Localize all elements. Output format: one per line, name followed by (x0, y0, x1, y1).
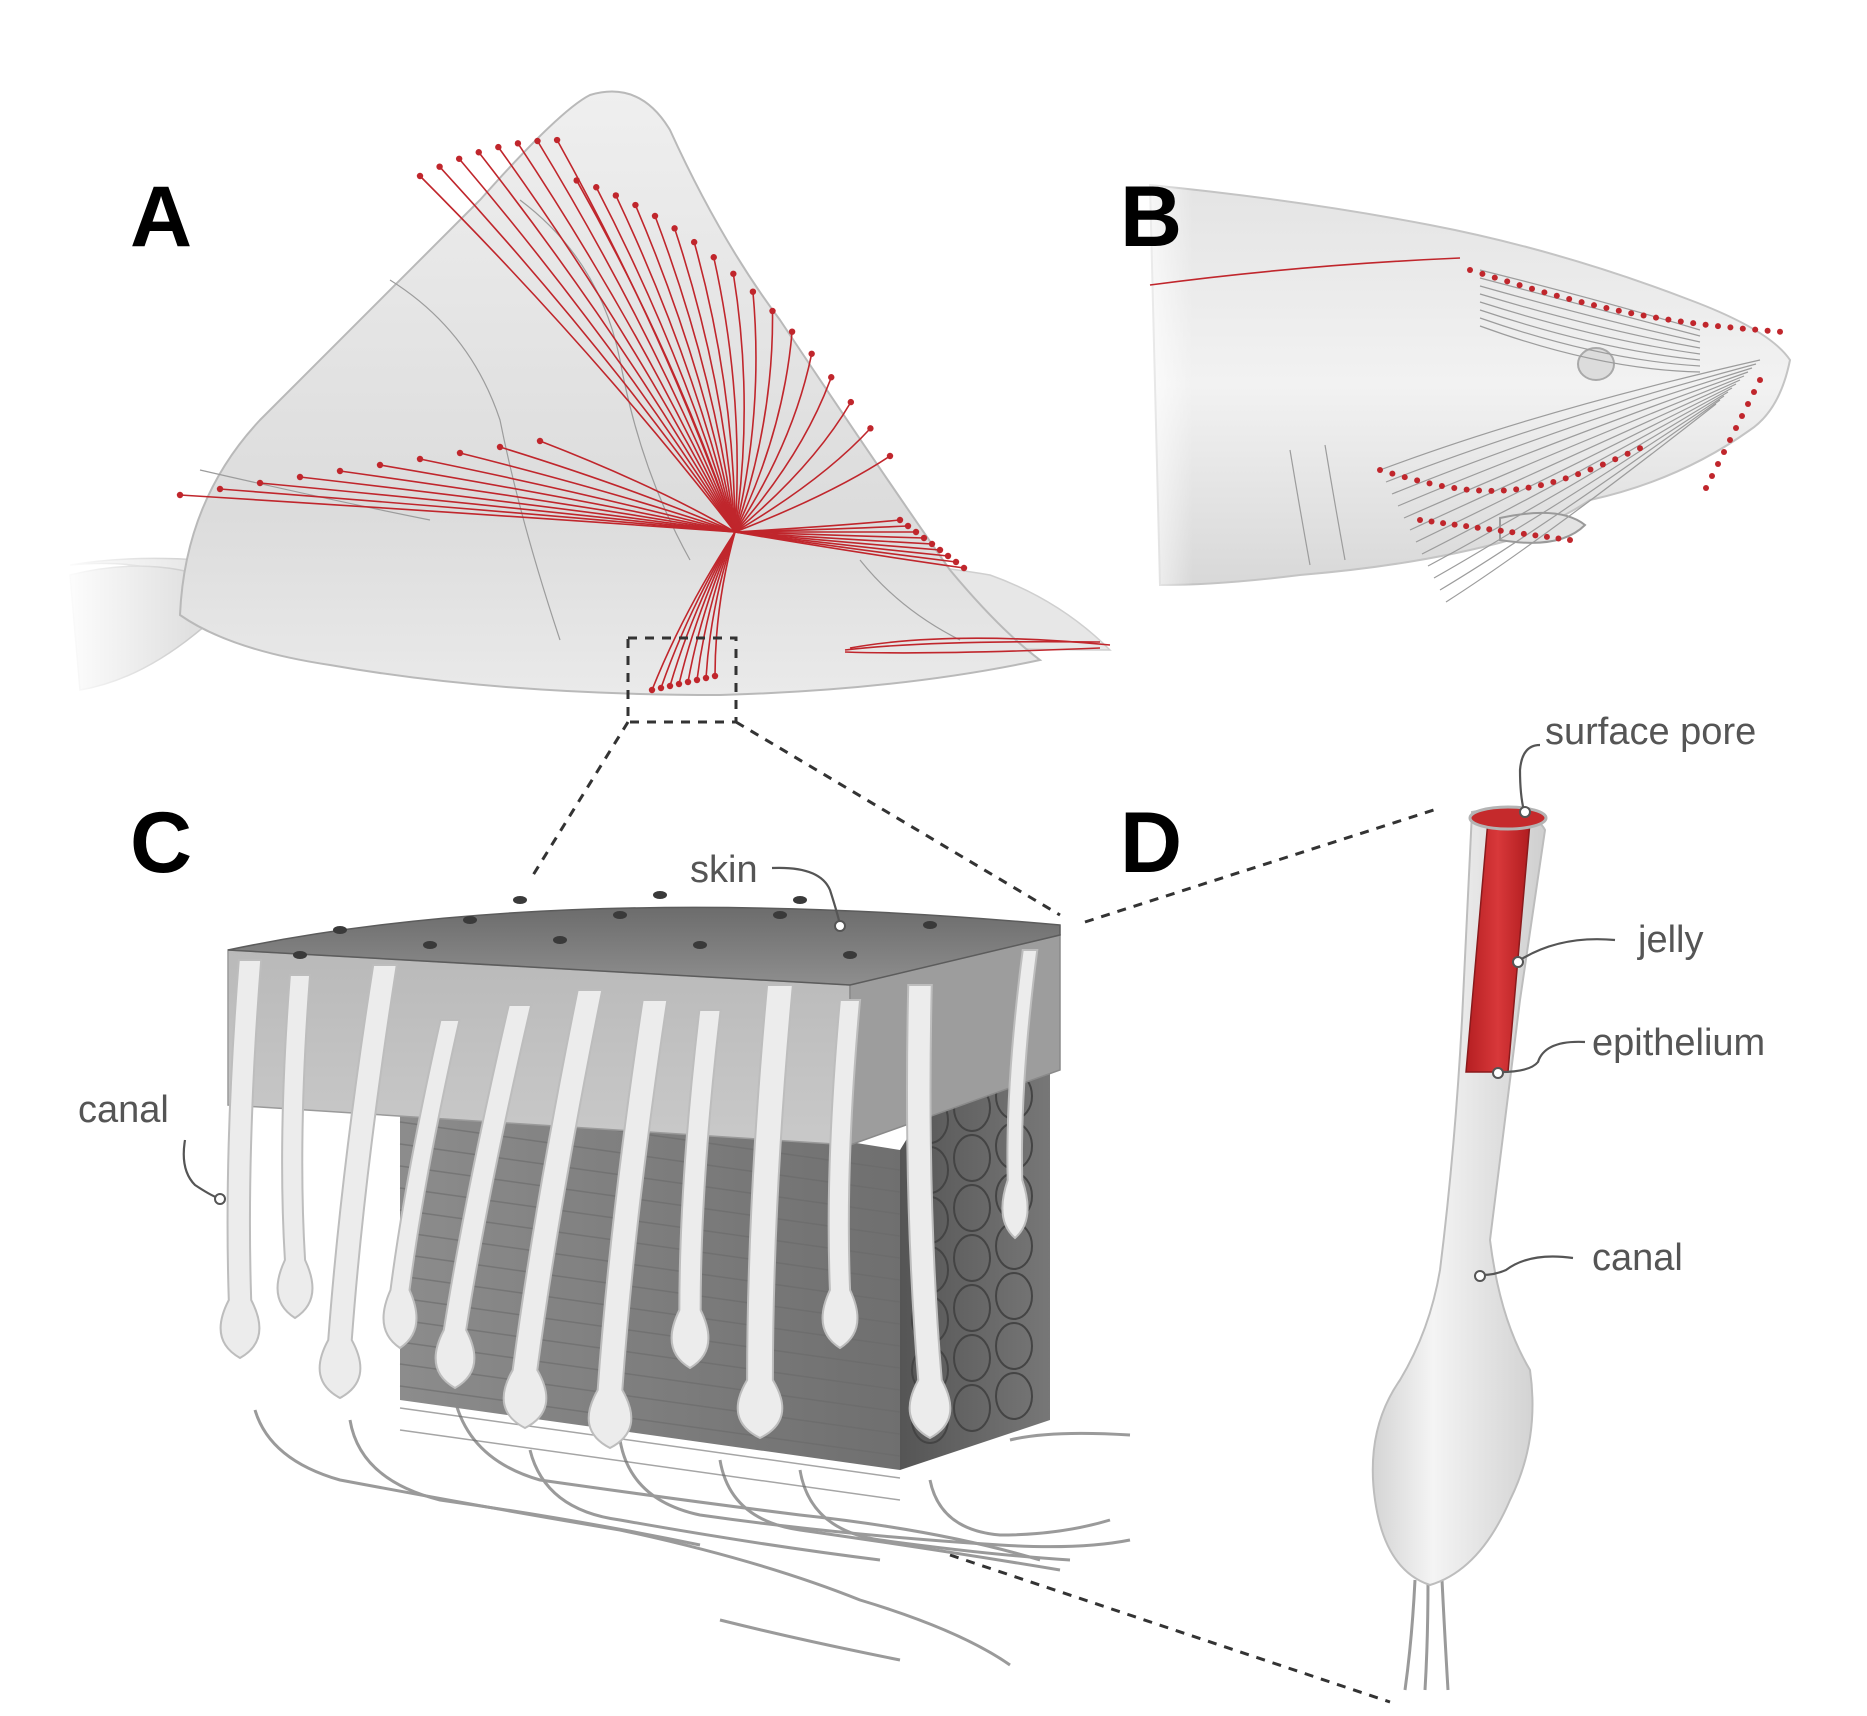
pore-dot (1678, 319, 1684, 325)
pore-dot (1587, 467, 1593, 473)
projection-line-4 (950, 1555, 1390, 1702)
pore-dot (417, 173, 423, 179)
panel-d (1120, 711, 1765, 1690)
pore-dot (217, 486, 223, 492)
pore-dot (691, 239, 697, 245)
pore-dot (1550, 479, 1556, 485)
pore-dot (1475, 525, 1481, 531)
pore-dot (1492, 275, 1498, 281)
pore-dot (1476, 488, 1482, 494)
projection-line-1 (530, 722, 628, 880)
skin-pore (513, 896, 527, 904)
pore-dot (1757, 377, 1763, 383)
pore-dot (913, 529, 919, 535)
pore-dot (1745, 401, 1751, 407)
pore-dot (297, 474, 303, 480)
pore-dot (1567, 537, 1573, 543)
skin-pore (333, 926, 347, 934)
skin-pore (653, 891, 667, 899)
pore-dot (1616, 308, 1622, 314)
pore-dot (905, 523, 911, 529)
pore-dot (1554, 293, 1560, 299)
pore-dot (1751, 389, 1757, 395)
pore-dot (534, 138, 540, 144)
pore-dot (1504, 278, 1510, 284)
pore-dot (436, 163, 442, 169)
pore-dot (1727, 324, 1733, 330)
pore-dot (1452, 522, 1458, 528)
pore-dot (1715, 461, 1721, 467)
pore-dot (1529, 286, 1535, 292)
pore-dot (1591, 302, 1597, 308)
panel-b (1120, 169, 1790, 602)
pore-dot (1498, 528, 1504, 534)
pore-dot (1544, 534, 1550, 540)
skin-pore (613, 911, 627, 919)
pore-dot (1501, 487, 1507, 493)
pore-dot (257, 480, 263, 486)
pore-dot (961, 565, 967, 571)
pore-dot (671, 225, 677, 231)
pore-dot (613, 192, 619, 198)
skin-pore (773, 911, 787, 919)
skin-pore (463, 916, 477, 924)
pore-dot (712, 673, 718, 679)
dorsal-fin (180, 92, 1040, 695)
pore-dot (573, 177, 579, 183)
pore-dot (537, 438, 543, 444)
pore-dot (1377, 467, 1383, 473)
panel-b-letter: B (1120, 169, 1183, 265)
surface-pore-opening (1470, 807, 1546, 829)
pore-dot (897, 517, 903, 523)
pore-dot (1463, 523, 1469, 529)
pore-dot (1703, 485, 1709, 491)
panel-c (78, 795, 1130, 1665)
pore-dot (676, 681, 682, 687)
pore-dot (1690, 320, 1696, 326)
pore-dot (1402, 474, 1408, 480)
pore-dot (848, 399, 854, 405)
pore-dot (711, 254, 717, 260)
pore-dot (730, 271, 736, 277)
pore-dot (1479, 271, 1485, 277)
pore-dot (1563, 475, 1569, 481)
pore-dot (417, 456, 423, 462)
pore-dot (1517, 282, 1523, 288)
pore-dot (1414, 477, 1420, 483)
label-surface-pore: surface pore (1545, 711, 1757, 753)
eye (1578, 348, 1614, 380)
pore-dot (1703, 322, 1709, 328)
pore-dot (1451, 485, 1457, 491)
pore-dot (703, 675, 709, 681)
pore-dot (337, 468, 343, 474)
skin-pore (693, 941, 707, 949)
pore-dot (593, 184, 599, 190)
pore-dot (177, 492, 183, 498)
pore-dot (632, 202, 638, 208)
canal-tube (221, 960, 262, 1358)
skin-pore (553, 936, 567, 944)
pore-dot (750, 288, 756, 294)
label-canal-d: canal (1592, 1237, 1683, 1279)
skin-pore (293, 951, 307, 959)
pore-dot (1603, 305, 1609, 311)
pore-dot (1486, 526, 1492, 532)
pore-dot (1429, 519, 1435, 525)
pore-dot (457, 450, 463, 456)
pore-dot (953, 559, 959, 565)
skin-pore (923, 921, 937, 929)
pore-dot (667, 683, 673, 689)
pore-dot (495, 144, 501, 150)
pore-dot (1566, 296, 1572, 302)
pore-dot (1521, 531, 1527, 537)
panel-a-letter: A (130, 169, 193, 265)
pore-dot (1440, 520, 1446, 526)
pore-dot (1555, 535, 1561, 541)
pore-dot (1532, 532, 1538, 538)
skin-pore (843, 951, 857, 959)
pore-dot (497, 444, 503, 450)
pore-dot (1715, 323, 1721, 329)
pore-dot (1637, 445, 1643, 451)
skin-pore (793, 896, 807, 904)
pore-dot (921, 535, 927, 541)
pore-dot (1739, 413, 1745, 419)
pore-dot (887, 453, 893, 459)
pore-dot (1579, 299, 1585, 305)
pore-dot (1777, 329, 1783, 335)
pore-dot (1526, 485, 1532, 491)
pore-dot (1628, 310, 1634, 316)
pore-dot (658, 685, 664, 691)
pore-dot (685, 679, 691, 685)
panel-d-letter: D (1120, 795, 1183, 891)
pore-dot (1427, 480, 1433, 486)
pore-dot (1541, 289, 1547, 295)
pore-dot (1665, 317, 1671, 323)
label-skin: skin (690, 849, 758, 891)
pore-dot (1752, 327, 1758, 333)
pore-dot (867, 425, 873, 431)
pore-dot (652, 213, 658, 219)
pore-dot (929, 541, 935, 547)
pore-dot (789, 328, 795, 334)
panel-a (60, 92, 1110, 722)
pore-dot (694, 677, 700, 683)
pore-dot (1488, 488, 1494, 494)
pore-dot (945, 553, 951, 559)
pore-dot (1439, 483, 1445, 489)
pore-dot (1740, 326, 1746, 332)
pore-dot (1575, 471, 1581, 477)
pore-dot (1417, 517, 1423, 523)
label-epithelium: epithelium (1592, 1022, 1766, 1064)
pore-dot (1641, 313, 1647, 319)
pore-dot (456, 156, 462, 162)
pore-dot (1733, 425, 1739, 431)
pore-dot (1464, 487, 1470, 493)
pore-dot (937, 547, 943, 553)
pore-dot (1513, 486, 1519, 492)
pore-dot (769, 308, 775, 314)
label-jelly: jelly (1638, 919, 1704, 961)
pore-dot (1625, 451, 1631, 457)
panel-c-letter: C (130, 795, 193, 891)
pore-dot (1765, 328, 1771, 334)
pore-dot (1538, 482, 1544, 488)
pore-dot (377, 462, 383, 468)
pore-dot (1467, 267, 1473, 273)
pore-dot (1509, 529, 1515, 535)
pore-dot (1727, 437, 1733, 443)
pore-dot (476, 149, 482, 155)
pore-dot (1721, 449, 1727, 455)
pore-dot (1600, 462, 1606, 468)
label-canal-c: canal (78, 1089, 169, 1131)
skin-pore (423, 941, 437, 949)
pore-dot (808, 351, 814, 357)
projection-line-2 (736, 722, 1060, 915)
pore-dot (554, 137, 560, 143)
pore-dot (515, 140, 521, 146)
pore-dot (1612, 456, 1618, 462)
pore-dot (649, 687, 655, 693)
pore-dot (1653, 315, 1659, 321)
pore-dot (1709, 473, 1715, 479)
pore-dot (828, 374, 834, 380)
pore-dot (1389, 471, 1395, 477)
